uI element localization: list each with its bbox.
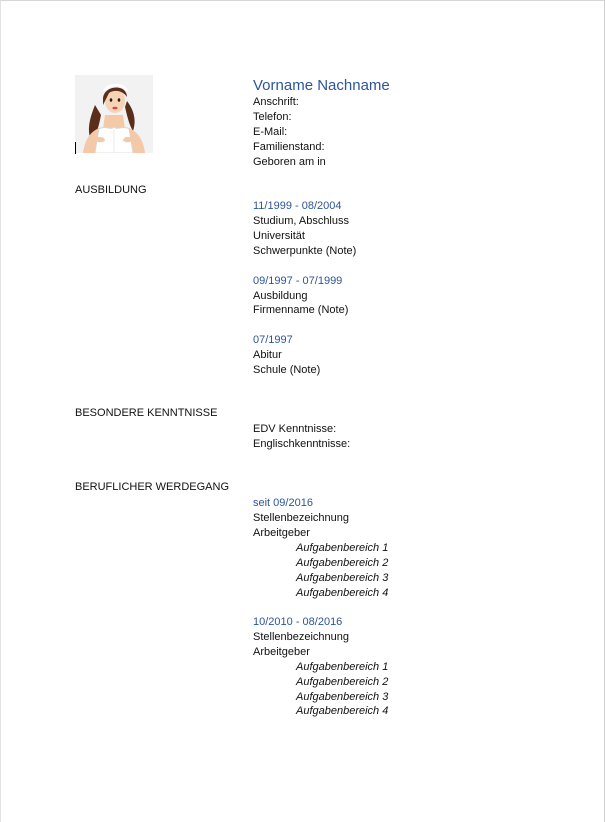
entry-line: Abitur [253,349,282,361]
entry-date: 09/1997 - 07/1999 [253,275,343,287]
job-task: Aufgabenbereich 1 [296,542,389,554]
section-heading-ausbildung: AUSBILDUNG [75,184,147,196]
job-task: Aufgabenbereich 4 [296,587,389,599]
job-task: Aufgabenbereich 1 [296,661,389,673]
skill-line: Englischkenntnisse: [253,438,351,450]
woman-avatar-icon [75,75,153,153]
detail-email: E-Mail: [253,126,288,138]
job-date: 10/2010 - 08/2016 [253,616,343,628]
section-heading-werdegang: BERUFLICHER WERDEGANG [75,481,230,493]
entry-line: Firmenname (Note) [253,304,349,316]
entry-date: 07/1997 [253,334,293,346]
job-task: Aufgabenbereich 3 [296,572,389,584]
job-employer: Arbeitgeber [253,527,310,539]
job-title: Stellenbezeichnung [253,631,350,643]
job-task: Aufgabenbereich 2 [296,557,389,569]
section-heading-kenntnisse: BESONDERE KENNTNISSE [75,407,218,419]
text-cursor [75,142,76,154]
job-task: Aufgabenbereich 3 [296,691,389,703]
job-task: Aufgabenbereich 2 [296,676,389,688]
entry-line: Ausbildung [253,290,308,302]
entry-line: Schule (Note) [253,364,321,376]
job-title: Stellenbezeichnung [253,512,350,524]
entry-date: 11/1999 - 08/2004 [253,200,342,212]
person-name: Vorname Nachname [253,77,390,94]
entry-line: Universität [253,230,305,242]
entry-line: Studium, Abschluss [253,215,349,227]
detail-address: Anschrift: [253,96,299,108]
job-task: Aufgabenbereich 4 [296,705,389,717]
profile-photo [75,75,153,153]
job-employer: Arbeitgeber [253,646,310,658]
detail-birth: Geboren am in [253,156,326,168]
detail-marital-status: Familienstand: [253,141,325,153]
job-date: seit 09/2016 [253,497,313,509]
skill-line: EDV Kenntnisse: [253,423,337,435]
detail-phone: Telefon: [253,111,292,123]
entry-line: Schwerpunkte (Note) [253,245,357,257]
